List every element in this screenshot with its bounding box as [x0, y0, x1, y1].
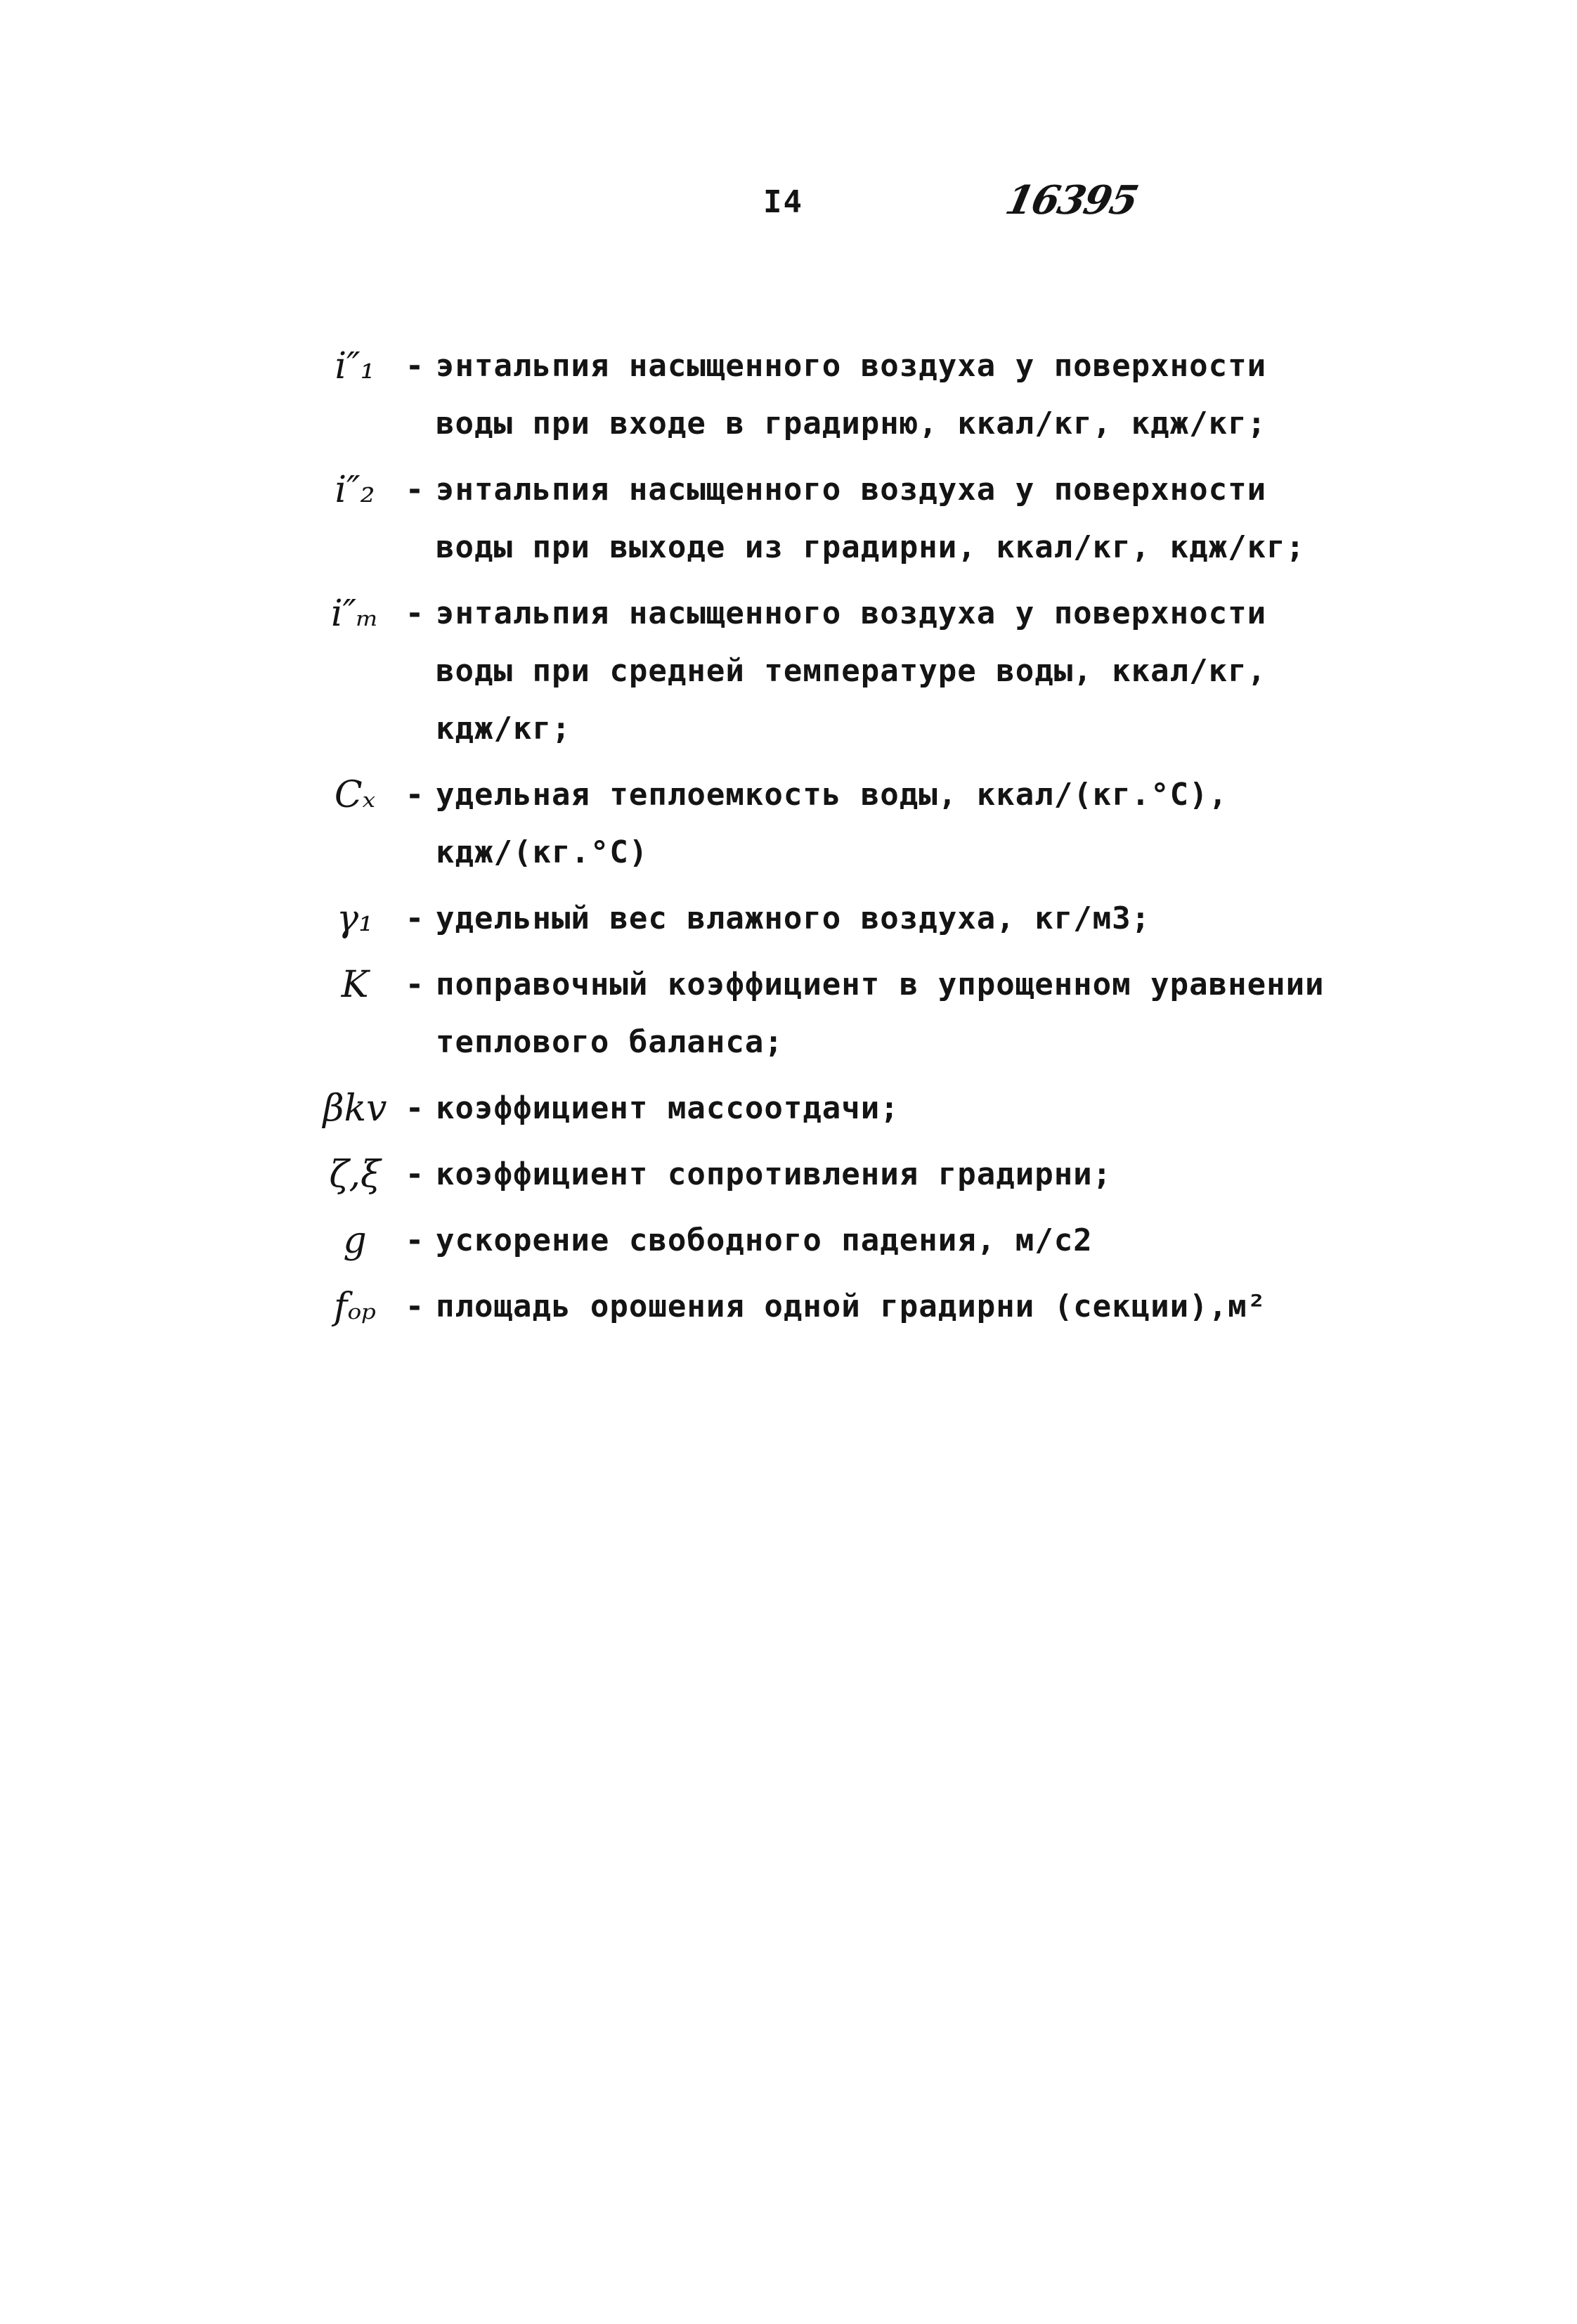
definition-row	[316, 337, 1525, 453]
definition-dash: -	[405, 1156, 424, 1192]
definition-text: поправочный коэффициент в упрощенном уравнении теплового баланса;	[436, 967, 1325, 1060]
definition-row	[316, 461, 1525, 576]
definition-symbol: ζ,ξ	[329, 1154, 381, 1196]
definition-text: площадь орошения одной градирни (секции),м²	[436, 1289, 1267, 1324]
definition-dash: -	[405, 348, 424, 384]
definition-row	[316, 1212, 1525, 1270]
definition-text: удельный вес влажного воздуха, кг/м3;	[436, 900, 1151, 936]
definition-dash: -	[405, 967, 424, 1002]
definition-dash: -	[405, 472, 424, 508]
definition-symbol: i″₂	[335, 469, 375, 511]
definition-dash: -	[405, 1222, 424, 1258]
definition-dash: -	[405, 777, 424, 813]
document-code: 16395	[1001, 177, 1141, 224]
definition-symbol: i″ₘ	[331, 593, 379, 635]
definition-row	[316, 1278, 1525, 1336]
definition-text: энтальпия насыщенного воздуха у поверхности воды при средней температуре воды, ккал/кг, кдж/кг;	[436, 595, 1267, 747]
definition-row	[316, 585, 1525, 758]
definition-text: ускорение свободного падения, м/с2	[436, 1222, 1093, 1258]
definition-dash: -	[405, 1289, 424, 1324]
definition-dash: -	[405, 900, 424, 936]
definition-text: энтальпия насыщенного воздуха у поверхности воды при входе в градирню, ккал/кг, кдж/кг;	[436, 348, 1267, 441]
definition-symbol: fₒₚ	[333, 1286, 377, 1328]
definition-symbol: Cₓ	[334, 774, 376, 816]
page-number: I4	[763, 184, 803, 220]
definition-row	[316, 890, 1525, 948]
definition-row	[316, 1146, 1525, 1203]
definition-row	[316, 766, 1525, 882]
definition-row	[316, 1080, 1525, 1137]
definition-row	[316, 956, 1525, 1071]
definition-text: коэффициент сопротивления градирни;	[436, 1156, 1112, 1192]
definition-text: удельная теплоемкость воды, ккал/(кг.°С), кдж/(кг.°С)	[436, 777, 1228, 870]
definition-symbol: i″₁	[335, 345, 375, 387]
definition-symbol: βkv	[323, 1087, 387, 1130]
definition-text: коэффициент массоотдачи;	[436, 1090, 900, 1126]
definition-text: энтальпия насыщенного воздуха у поверхности воды при выходе из градирни, ккал/кг, кдж/кг;	[436, 472, 1306, 565]
definition-dash: -	[405, 1090, 424, 1126]
definition-symbol: K	[341, 964, 369, 1006]
definition-symbol: g	[343, 1220, 367, 1262]
definition-dash: -	[405, 595, 424, 631]
definitions-list	[316, 337, 1525, 1344]
definition-symbol: γ₁	[337, 898, 373, 940]
